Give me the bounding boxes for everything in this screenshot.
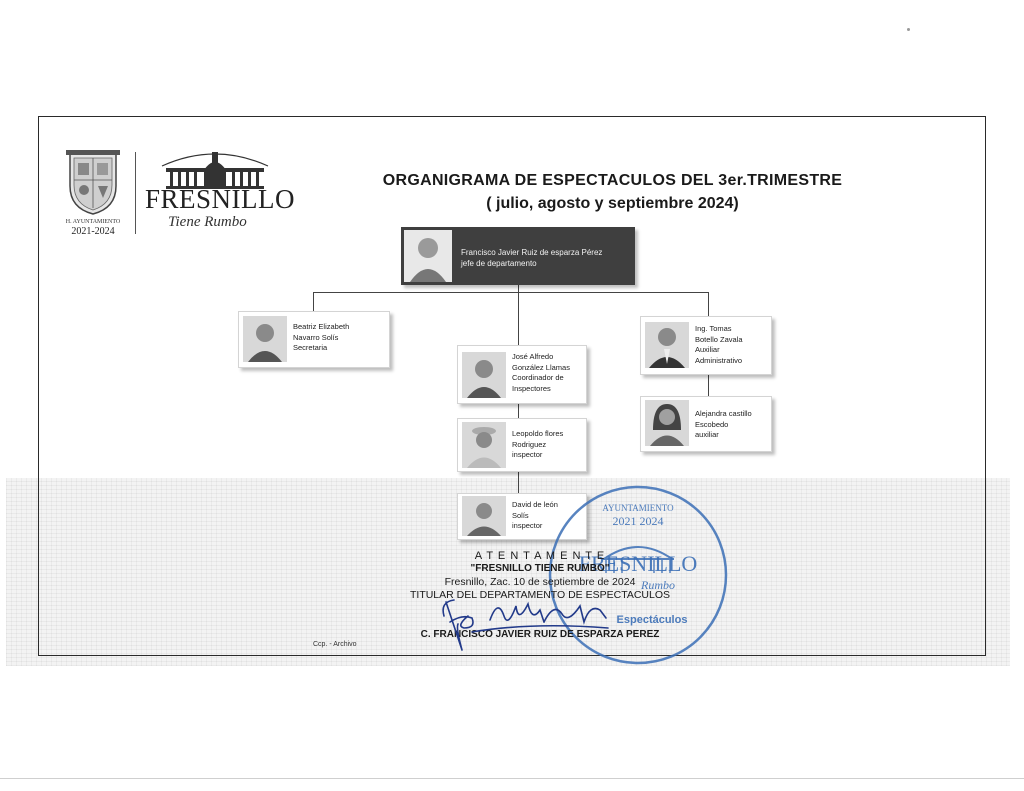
person-name: Navarro Solís <box>293 332 339 342</box>
stamp-years: 2021 2024 <box>612 514 664 528</box>
closing-office: TITULAR DEL DEPARTAMENTO DE ESPECTACULOS <box>409 589 671 601</box>
person-role: jefe de departamento <box>461 259 537 268</box>
connector-line <box>518 470 519 494</box>
person-icon <box>462 422 506 468</box>
logo-slogan: Tiene Rumbo <box>168 214 247 230</box>
person-icon <box>462 496 506 536</box>
person-icon <box>404 230 452 282</box>
org-node-coordinador <box>457 345 587 404</box>
person-name: Solís <box>512 510 529 520</box>
org-node-text <box>293 322 349 354</box>
connector-line <box>708 372 709 397</box>
org-node-text <box>695 409 752 441</box>
person-icon <box>462 352 506 398</box>
portrait-photo <box>462 352 506 398</box>
closing-signer: C. FRANCISCO JAVIER RUIZ DE ESPARZA PEREZ <box>420 629 660 640</box>
person-name: Ing. Tomas <box>695 324 732 333</box>
org-node-inspector <box>457 418 587 472</box>
logo-wordmark: FRESNILLO <box>145 184 296 214</box>
document-title: ORGANIGRAMA DE ESPECTACULOS DEL 3er.TRIMESTRE <box>382 172 843 189</box>
person-role: Auxiliar <box>695 345 720 354</box>
person-name: José Alfredo <box>512 352 554 361</box>
org-node-head <box>401 227 635 285</box>
page-edge-line <box>0 778 1024 779</box>
org-node-auxiliar-administrativo <box>640 316 772 375</box>
seal-years: 2021-2024 <box>71 226 115 237</box>
person-name: Escobedo <box>695 419 729 429</box>
person-icon <box>243 316 287 362</box>
portrait-photo <box>645 400 689 446</box>
person-name: Alejandra castillo <box>695 409 752 418</box>
connector-line <box>708 292 709 317</box>
person-role: Coordinador de <box>512 373 564 382</box>
org-node-secretaria <box>238 311 390 368</box>
stamp-top-text: AYUNTAMIENTO <box>602 503 674 513</box>
org-node-auxiliar <box>640 396 772 452</box>
person-role: inspector <box>512 450 543 459</box>
portrait-photo <box>462 422 506 468</box>
portrait-photo <box>404 230 452 282</box>
document-subtitle: ( julio, agosto y septiembre 2024) <box>486 195 739 212</box>
closing-place-date: Fresnillo, Zac. 10 de septiembre de 2024 <box>444 576 636 588</box>
person-name: Francisco Javier Ruiz de esparza Pérez <box>461 248 603 257</box>
archive-note: Ccp. - Archivo <box>313 641 357 648</box>
person-name: Leopoldo flores <box>512 429 564 438</box>
person-role: auxiliar <box>695 430 719 439</box>
portrait-photo <box>462 496 506 536</box>
person-role: Administrativo <box>695 355 743 365</box>
person-icon <box>645 400 689 446</box>
org-node-text <box>695 324 743 366</box>
person-role: Secretaria <box>293 343 328 352</box>
portrait-photo <box>645 322 689 368</box>
coat-of-arms-icon <box>64 150 122 216</box>
seal-caption: H. AYUNTAMIENTO <box>65 219 121 225</box>
person-name: González Llamas <box>512 362 570 372</box>
org-node-text <box>512 429 563 461</box>
person-role: inspector <box>512 521 543 530</box>
org-node-text <box>461 247 602 269</box>
person-name: Rodriguez <box>512 439 547 449</box>
person-icon <box>645 322 689 368</box>
handwritten-signature <box>432 588 622 668</box>
person-name: Botello Zavala <box>695 334 743 344</box>
closing-motto: "FRESNILLO TIENE RUMBO" <box>470 563 610 574</box>
org-node-text <box>512 352 570 394</box>
person-name: Beatriz Elizabeth <box>293 322 350 331</box>
stamp-slogan: Rumbo <box>641 578 675 592</box>
stamp-wordmark: FRESNILLO <box>578 551 698 576</box>
portrait-photo <box>243 316 287 362</box>
closing-salutation: A T E N T A M E N T E <box>474 550 606 562</box>
scan-speck <box>907 28 910 31</box>
connector-line <box>313 292 709 293</box>
logo-divider <box>135 152 136 234</box>
person-name: David de león <box>512 500 558 509</box>
person-role: Inspectores <box>512 383 551 393</box>
stamp-department: Espectáculos <box>616 614 688 626</box>
